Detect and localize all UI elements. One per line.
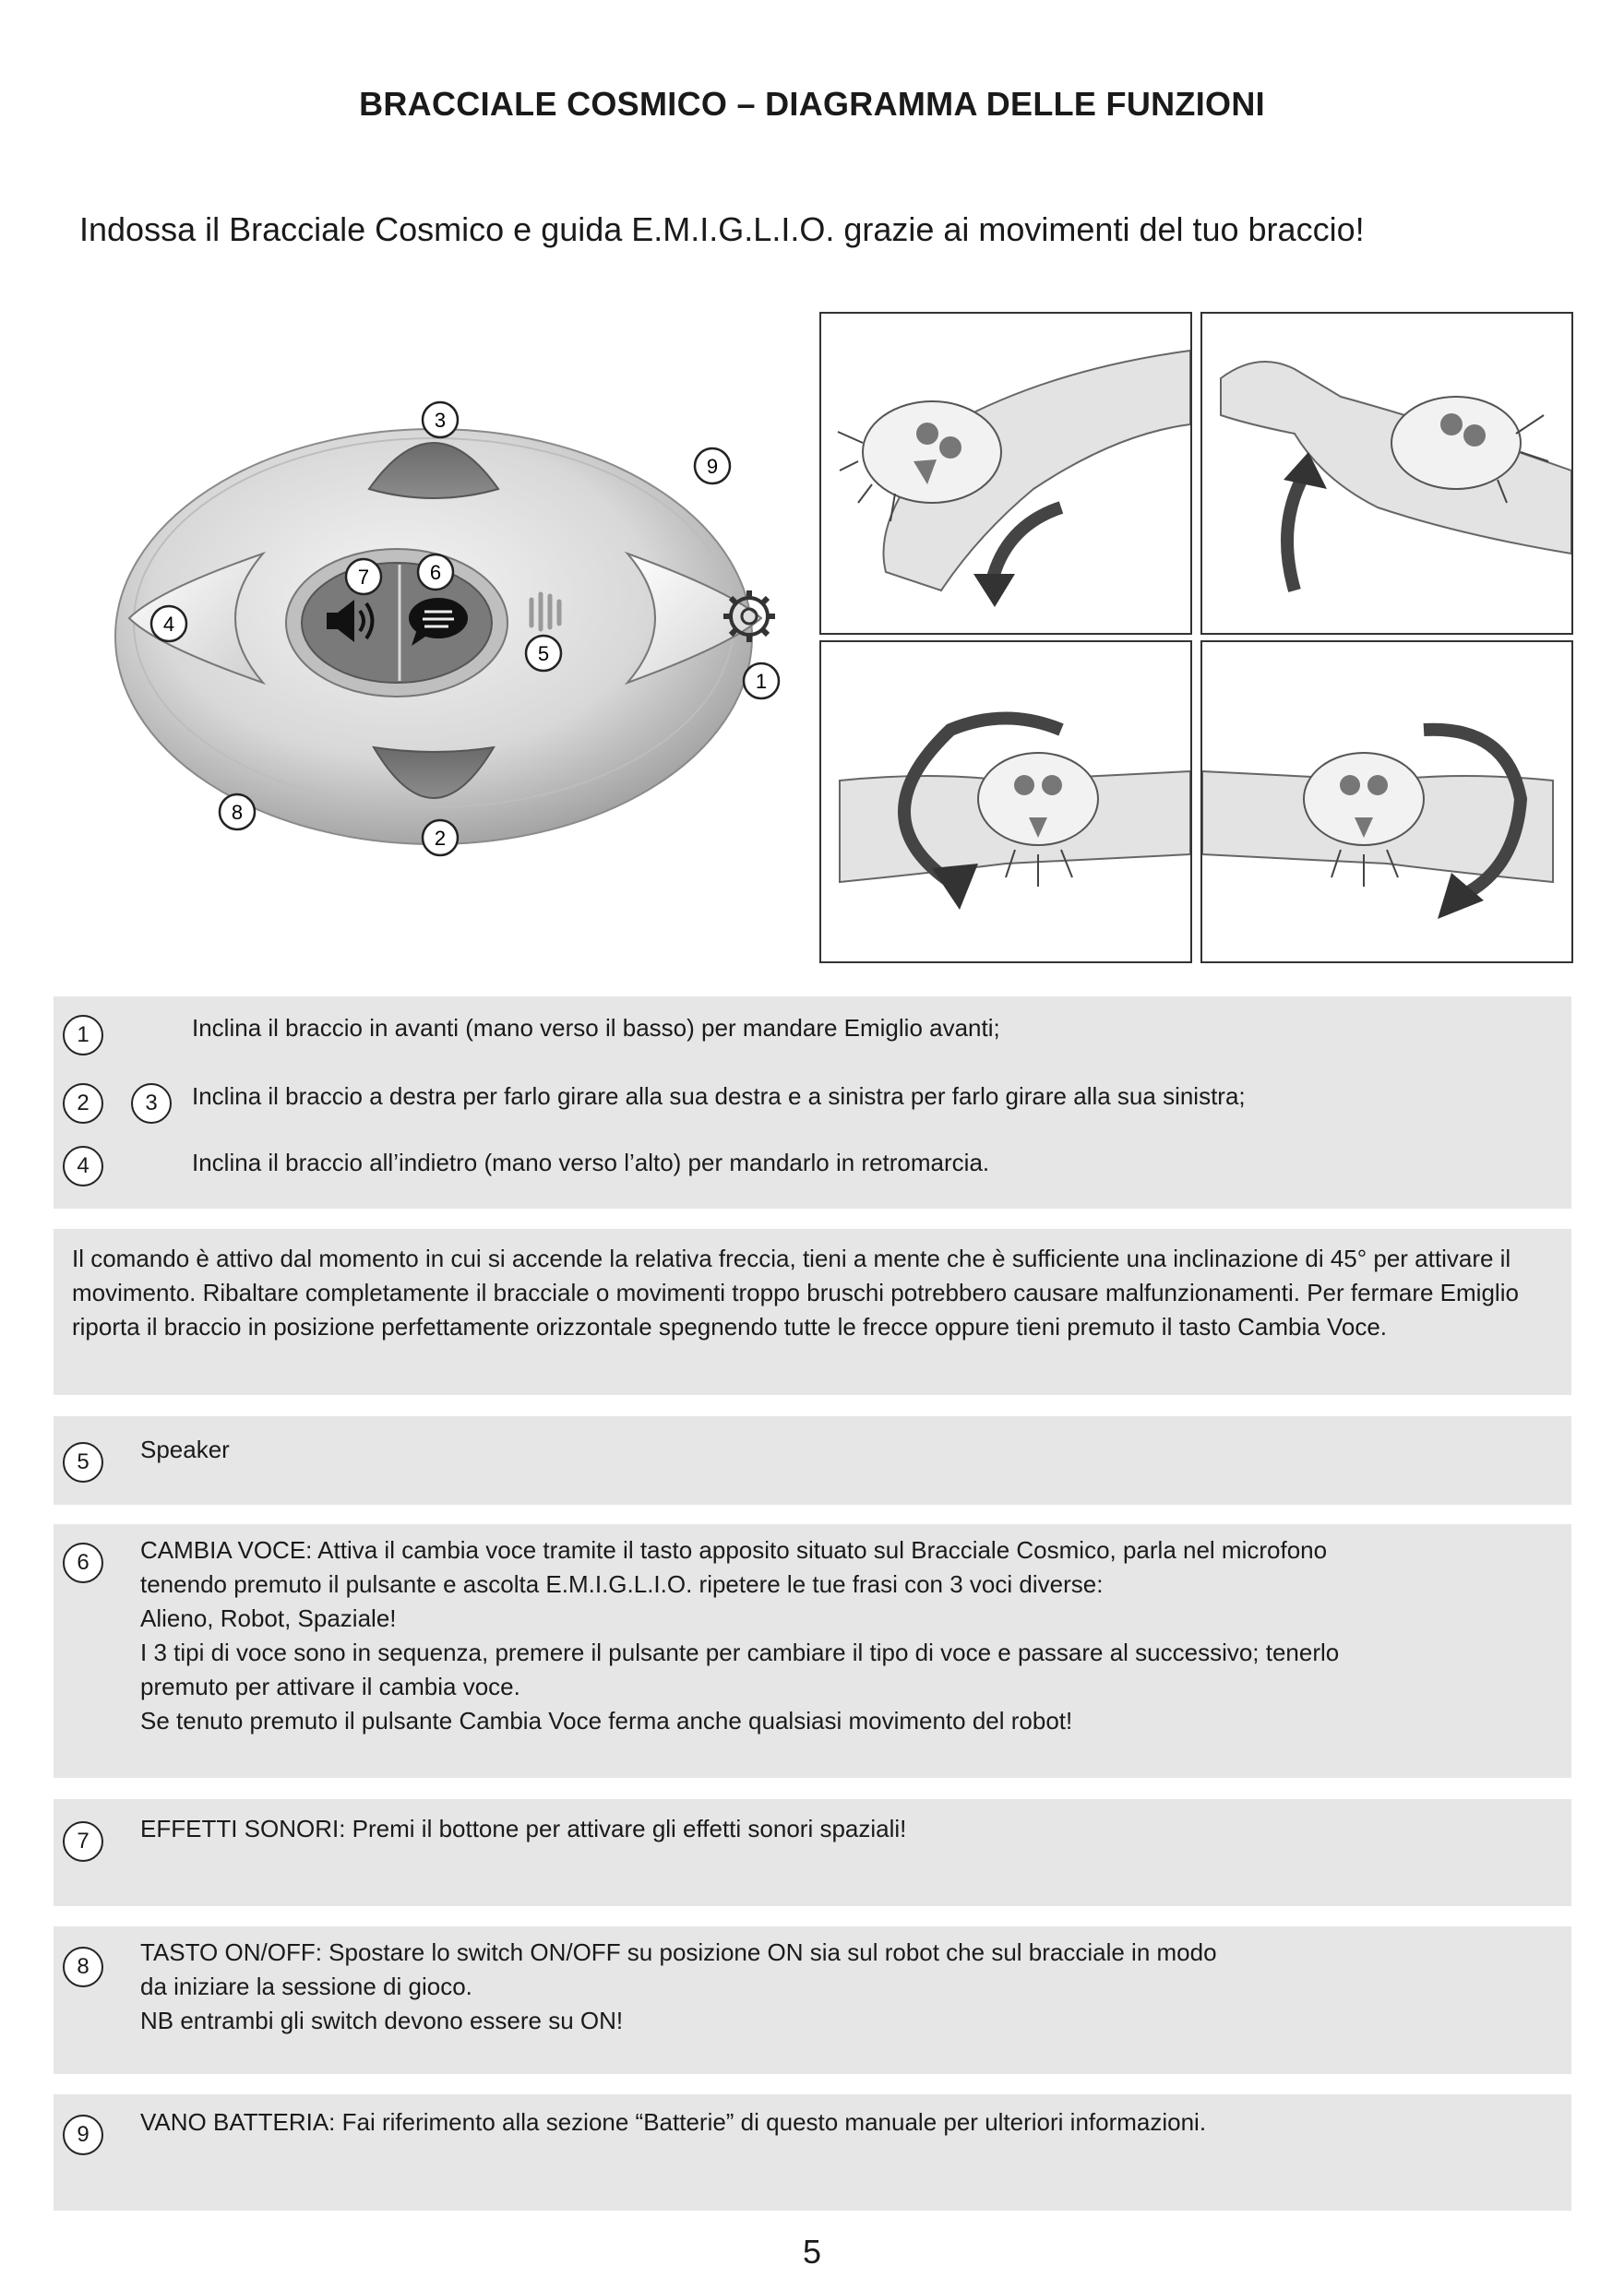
svg-text:6: 6 xyxy=(429,561,442,584)
svg-text:8: 8 xyxy=(231,801,244,824)
svg-text:3: 3 xyxy=(434,409,447,432)
battery-text: VANO BATTERIA: Fai riferimento alla sezione “Batterie” di questo manuale per ulteriori informazioni. xyxy=(140,2108,1207,2136)
voice-changer-text: CAMBIA VOCE: Attiva il cambia voce tramite il tasto apposito situato sul Bracciale Cosmico, parla nel microfono tenendo premuto il pulsante e ascolta E.M.I.G.L.I.O. ripetere le tue frasi con 3 voci diverse: Alieno, Robot, Spaziale! I 3 tipi di voce sono in sequenza, premere il pulsante per cambiare il tipo di voce e passare al successivo; tenerlo premuto per attivare il cambia voce. Se tenuto premuto il pulsante Cambia Voce ferma anche qualsiasi movimento del robot! xyxy=(140,1536,1340,1735)
number-badge-5: 5 xyxy=(63,1442,103,1483)
photo-tilt-right xyxy=(1200,640,1573,963)
sound-effects-text: EFFETTI SONORI: Premi il bottone per attivare gli effetti sonori spaziali! xyxy=(140,1815,907,1842)
tilt-instructions-box xyxy=(54,996,1571,1209)
page-number: 5 xyxy=(802,2233,822,2271)
instruction-turn: Inclina il braccio a destra per farlo girare alla sua destra e a sinistra per farlo girare alla sua sinistra; xyxy=(192,1082,1246,1110)
number-badge-2: 2 xyxy=(63,1083,103,1124)
callout-7 xyxy=(346,559,381,594)
number-badge-6: 6 xyxy=(63,1543,103,1583)
speaker-label: Speaker xyxy=(140,1436,230,1463)
photo-tilt-back xyxy=(1200,312,1573,635)
bracelet-diagram xyxy=(92,369,812,876)
callout-1 xyxy=(744,663,779,698)
command-note-box xyxy=(54,1229,1571,1395)
photo-tilt-forward xyxy=(819,312,1192,635)
svg-text:5: 5 xyxy=(537,642,550,665)
svg-text:2: 2 xyxy=(434,827,447,850)
callout-9 xyxy=(695,448,730,483)
svg-text:1: 1 xyxy=(755,670,768,693)
battery-box xyxy=(54,2094,1571,2211)
callout-4 xyxy=(151,606,186,641)
callout-5 xyxy=(526,636,561,671)
instruction-reverse: Inclina il braccio all’indietro (mano verso l’alto) per mandarlo in retromarcia. xyxy=(192,1149,990,1176)
number-badge-9: 9 xyxy=(63,2115,103,2155)
number-badge-3: 3 xyxy=(131,1083,172,1124)
page-subtitle: Indossa il Bracciale Cosmico e guida E.M.I.G.L.I.O. grazie ai movimenti del tuo braccio! xyxy=(79,210,1365,248)
speaker-box xyxy=(54,1416,1571,1505)
number-badge-8: 8 xyxy=(63,1947,103,1987)
svg-text:4: 4 xyxy=(162,613,175,636)
callout-6 xyxy=(418,554,453,590)
number-badge-7: 7 xyxy=(63,1821,103,1862)
on-off-box xyxy=(54,1926,1571,2074)
number-badge-4: 4 xyxy=(63,1146,103,1186)
callout-2 xyxy=(423,820,458,855)
callout-8 xyxy=(220,794,255,829)
svg-text:9: 9 xyxy=(706,455,719,478)
sound-effects-box xyxy=(54,1799,1571,1906)
number-badge-1: 1 xyxy=(63,1015,103,1055)
voice-changer-box xyxy=(54,1524,1571,1778)
callout-3 xyxy=(423,402,458,437)
photo-tilt-left xyxy=(819,640,1192,963)
page-title: BRACCIALE COSMICO – DIAGRAMMA DELLE FUNZIONI xyxy=(359,85,1265,123)
on-off-text: TASTO ON/OFF: Spostare lo switch ON/OFF su posizione ON sia sul robot che sul bracciale in modo da iniziare la sessione di gioco. NB entrambi gli switch devono essere su ON! xyxy=(140,1938,1217,2034)
instruction-forward: Inclina il braccio in avanti (mano verso il basso) per mandare Emiglio avanti; xyxy=(192,1014,1000,1042)
svg-text:7: 7 xyxy=(357,566,370,589)
command-note-text: Il comando è attivo dal momento in cui si accende la relativa freccia, tieni a mente che è sufficiente una inclinazione di 45° per attivare il movimento. Ribaltare completamente il bracciale o movimenti troppo bruschi potrebbero causare malfunzionamenti. Per fermare Emiglio riporta il braccio in posizione perfettamente orizzontale spegnendo tutte le frecce oppure tieni premuto il tasto Cambia Voce. xyxy=(72,1245,1519,1341)
